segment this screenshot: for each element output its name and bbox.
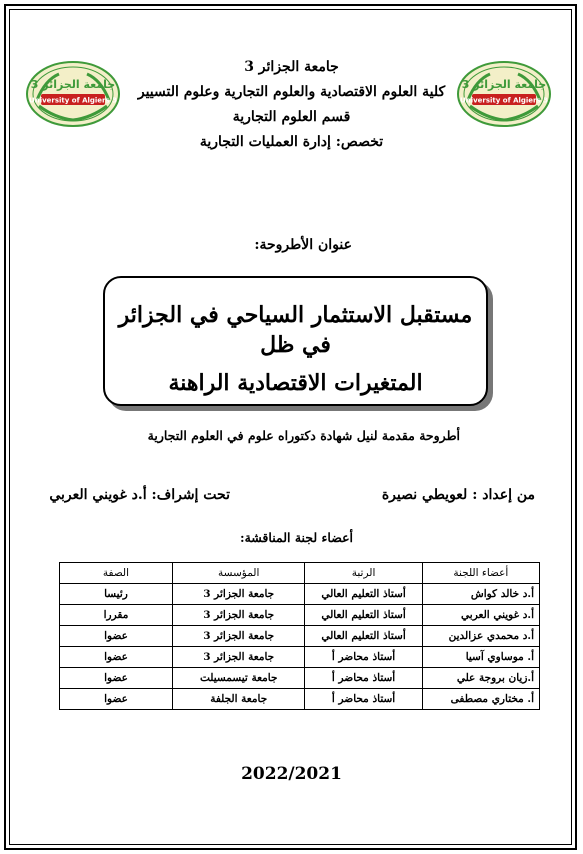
header-rank: الرتبة bbox=[305, 563, 422, 584]
member-name: أ.د خالد كواش bbox=[422, 584, 539, 605]
university-logo-left bbox=[25, 60, 121, 128]
member-rank: أستاذ محاضر أ bbox=[305, 689, 422, 710]
member-role: عضوا bbox=[60, 647, 173, 668]
logo-arabic-text: جامعة الجزائر 3 bbox=[30, 78, 116, 91]
thesis-title-label: عنوان الأطروحة: bbox=[254, 237, 352, 253]
member-rank: أستاذ محاضر أ bbox=[305, 668, 422, 689]
member-name: أ.د غويني العربي bbox=[422, 605, 539, 626]
thesis-title-line1: مستقبل الاستثمار السياحي في الجزائر في ظل bbox=[118, 302, 473, 358]
specialty-name: تخصص: إدارة العمليات التجارية bbox=[199, 134, 384, 150]
jury-label: أعضاء لجنة المناقشة: bbox=[239, 530, 353, 545]
prepared-by: من إعداد : لعويطي نصيرة bbox=[381, 487, 535, 503]
member-name: أ.د محمدي عزالدين bbox=[422, 626, 539, 647]
header-institution: المؤسسة bbox=[172, 563, 304, 584]
member-institution: جامعة الجزائر 3 bbox=[172, 626, 304, 647]
logo-latin-text: University of Algiers 3 bbox=[29, 96, 117, 105]
logo-latin-text: University of Algiers 3 bbox=[460, 96, 548, 105]
member-role: عضوا bbox=[60, 689, 173, 710]
member-role: مقررا bbox=[60, 605, 173, 626]
faculty-name: كلية العلوم الاقتصادية والعلوم التجارية وعلوم التسيير bbox=[137, 84, 446, 100]
member-institution: جامعة تيسمسيلت bbox=[172, 668, 304, 689]
member-role: رئيسا bbox=[60, 584, 173, 605]
table-row bbox=[60, 647, 540, 668]
header-member: أعضاء اللجنة bbox=[422, 563, 539, 584]
header-role: الصفة bbox=[60, 563, 173, 584]
member-rank: أستاذ التعليم العالي bbox=[305, 605, 422, 626]
table-row bbox=[60, 689, 540, 710]
thesis-subtitle: أطروحة مقدمة لنيل شهادة دكتوراه علوم في العلوم التجارية bbox=[147, 428, 460, 443]
table-row bbox=[60, 626, 540, 647]
member-institution: جامعة الجزائر 3 bbox=[172, 584, 304, 605]
member-role: عضوا bbox=[60, 626, 173, 647]
member-institution: جامعة الجلفة bbox=[172, 689, 304, 710]
table-row bbox=[60, 584, 540, 605]
member-name: أ. موساوي آسيا bbox=[422, 647, 539, 668]
member-institution: جامعة الجزائر 3 bbox=[172, 605, 304, 626]
thesis-title-line2: المتغيرات الاقتصادية الراهنة bbox=[168, 370, 423, 396]
member-rank: أستاذ التعليم العالي bbox=[305, 584, 422, 605]
member-rank: أستاذ التعليم العالي bbox=[305, 626, 422, 647]
university-name: جامعة الجزائر 3 bbox=[244, 59, 339, 75]
logo-arabic-text: جامعة الجزائر 3 bbox=[461, 78, 547, 91]
member-institution: جامعة الجزائر 3 bbox=[172, 647, 304, 668]
jury-table bbox=[59, 562, 540, 710]
table-row bbox=[60, 605, 540, 626]
academic-year: 2022/2021 bbox=[241, 764, 342, 784]
member-name: أ. مختاري مصطفى bbox=[422, 689, 539, 710]
institution-header bbox=[130, 55, 453, 155]
university-logo-right bbox=[456, 60, 552, 128]
member-rank: أستاذ محاضر أ bbox=[305, 647, 422, 668]
jury-table-header bbox=[60, 563, 540, 584]
member-name: أ.زيان بروجة علي bbox=[422, 668, 539, 689]
thesis-title-box bbox=[103, 276, 488, 406]
member-role: عضوا bbox=[60, 668, 173, 689]
department-name: قسم العلوم التجارية bbox=[232, 109, 351, 125]
supervised-by: تحت إشراف: أ.د غويني العربي bbox=[49, 487, 230, 503]
table-row bbox=[60, 668, 540, 689]
